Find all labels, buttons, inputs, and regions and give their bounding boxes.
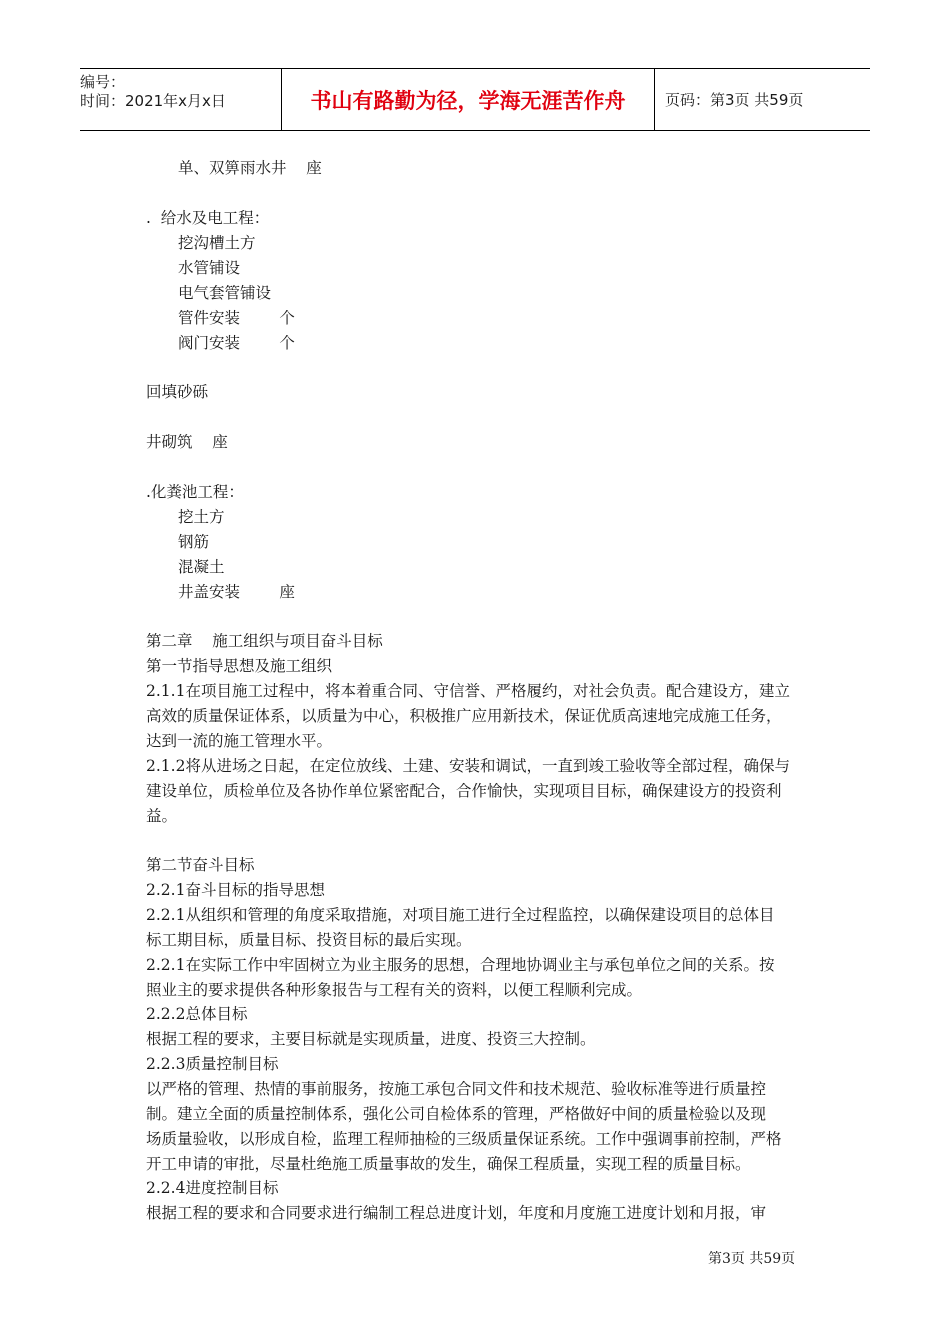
paragraph-line: 2.2.1从组织和管理的角度采取措施，对项目施工进行全过程监控，以确保建设项目的总体目 xyxy=(146,906,775,924)
subsection-heading: 2.2.1奋斗目标的指导思想 xyxy=(146,881,325,899)
paragraph-line: 根据工程的要求，主要目标就是实现质量，进度、投资三大控制。 xyxy=(146,1030,596,1048)
list-item: 挖沟槽土方 xyxy=(178,234,256,252)
subsection-heading: 2.2.4进度控制目标 xyxy=(146,1179,279,1197)
paragraph-line: 开工申请的审批，尽量杜绝施工质量事故的发生，确保工程质量，实现工程的质量目标。 xyxy=(146,1155,751,1173)
page-header xyxy=(80,68,870,131)
time-label: 时间：2021年x月x日 xyxy=(80,92,226,110)
paragraph-line: 达到一流的施工管理水平。 xyxy=(146,732,333,750)
section-heading: .化粪池工程： xyxy=(146,483,244,501)
list-item: 挖土方 xyxy=(178,508,225,526)
paragraph-line: 2.1.1在项目施工过程中，将本着重合同、守信誉、严格履约，对社会负责。配合建设方，建立 xyxy=(146,682,790,700)
number-label: 编号： xyxy=(80,73,126,91)
section-heading: 第一节指导思想及施工组织 xyxy=(146,657,333,675)
page-footer: 第3页 共59页 xyxy=(708,1251,796,1267)
subsection-heading: 2.2.3质量控制目标 xyxy=(146,1055,279,1073)
chapter-heading: 第二章 施工组织与项目奋斗目标 xyxy=(146,632,383,650)
list-item: 管件安装 个 xyxy=(178,309,295,327)
text-line: 井砌筑 座 xyxy=(146,433,228,451)
header-page-number: 页码：第3页 共59页 xyxy=(665,91,804,109)
paragraph-line: 2.1.2将从进场之日起，在定位放线、土建、安装和调试，一直到竣工验收等全部过程，确保与 xyxy=(146,757,790,775)
section-heading: . 给水及电工程： xyxy=(146,209,270,227)
paragraph-line: 制。建立全面的质量控制体系，强化公司自检体系的管理，严格做好中间的质量检验以及现 xyxy=(146,1105,767,1123)
list-item: 电气套管铺设 xyxy=(178,284,272,302)
paragraph-line: 根据工程的要求和合同要求进行编制工程总进度计划，年度和月度施工进度计划和月报，审 xyxy=(146,1204,767,1222)
paragraph-line: 建设单位，质检单位及各协作单位紧密配合，合作愉快，实现项目目标，确保建设方的投资利 xyxy=(146,782,782,800)
list-item: 水管铺设 xyxy=(178,259,241,277)
header-motto: 书山有路勤为径，学海无涯苦作舟 xyxy=(281,69,655,130)
paragraph-line: 益。 xyxy=(146,807,178,825)
list-item: 混凝土 xyxy=(178,558,225,576)
list-item: 钢筋 xyxy=(178,533,210,551)
list-item: 阀门安装 个 xyxy=(178,334,295,352)
list-item: 井盖安装 座 xyxy=(178,583,295,601)
paragraph-line: 照业主的要求提供各种形象报告与工程有关的资料，以便工程顺利完成。 xyxy=(146,981,643,999)
paragraph-line: 以严格的管理、热情的事前服务，按施工承包合同文件和技术规范、验收标准等进行质量控 xyxy=(146,1080,767,1098)
text-line: 单、双箅雨水井 座 xyxy=(178,159,322,177)
subsection-heading: 2.2.2总体目标 xyxy=(146,1005,248,1023)
section-heading: 第二节奋斗目标 xyxy=(146,856,255,874)
text-line: 回填砂砾 xyxy=(146,383,209,401)
paragraph-line: 场质量验收，以形成自检，监理工程师抽检的三级质量保证系统。工作中强调事前控制，严格 xyxy=(146,1130,782,1148)
header-meta xyxy=(80,69,281,130)
paragraph-line: 2.2.1在实际工作中牢固树立为业主服务的思想，合理地协调业主与承包单位之间的关系。按 xyxy=(146,956,775,974)
paragraph-line: 高效的质量保证体系，以质量为中心，积极推广应用新技术，保证优质高速地完成施工任务， xyxy=(146,707,782,725)
paragraph-line: 标工期目标，质量目标、投资目标的最后实现。 xyxy=(146,931,472,949)
